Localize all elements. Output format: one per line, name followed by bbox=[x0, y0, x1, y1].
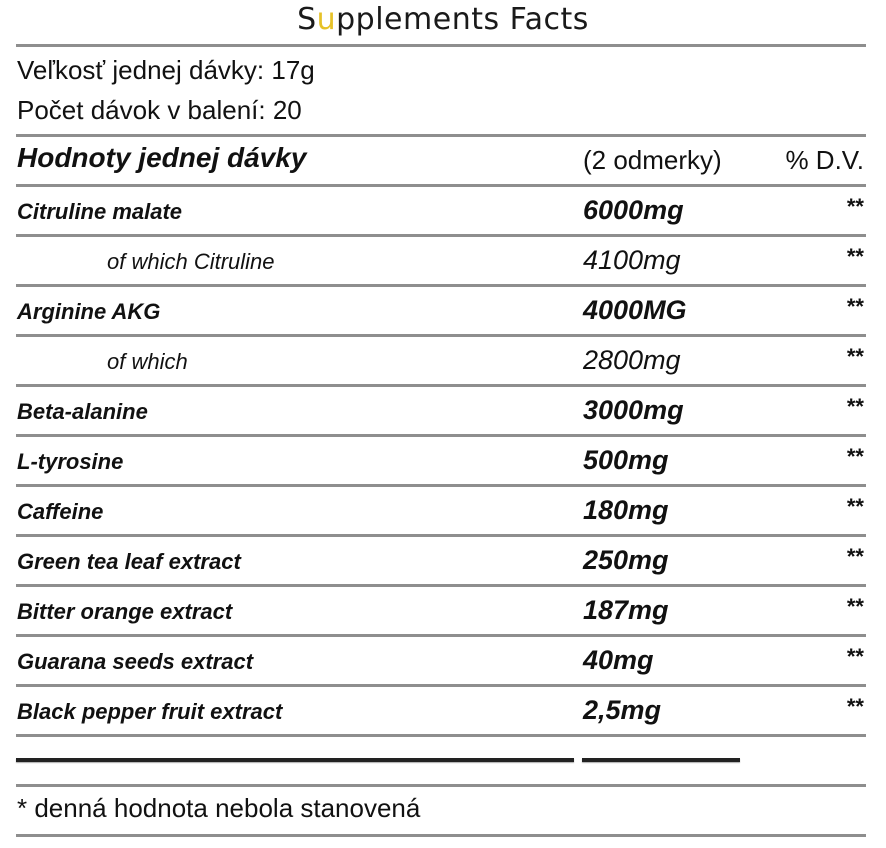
ingredient-name: Arginine AKG bbox=[17, 299, 161, 324]
ingredient-row bbox=[0, 336, 886, 386]
ingredient-row bbox=[0, 186, 886, 236]
ingredient-dv: ** bbox=[846, 394, 864, 419]
divider bbox=[16, 734, 866, 737]
title-accent-letter: u bbox=[316, 2, 337, 37]
ingredient-name: Guarana seeds extract bbox=[17, 649, 254, 674]
ingredient-dv: ** bbox=[846, 594, 864, 619]
ingredient-row bbox=[0, 236, 886, 286]
ingredient-name: Bitter orange extract bbox=[17, 599, 233, 624]
divider bbox=[16, 134, 866, 137]
ingredient-amount: 3000mg bbox=[583, 395, 684, 425]
ingredient-name: Green tea leaf extract bbox=[17, 549, 241, 574]
ingredient-row bbox=[0, 486, 886, 536]
ingredient-row bbox=[0, 386, 886, 436]
ingredient-dv: ** bbox=[846, 444, 864, 469]
ingredient-name: L-tyrosine bbox=[17, 449, 124, 474]
ingredient-amount: 40mg bbox=[583, 645, 654, 675]
ingredient-amount: 187mg bbox=[583, 595, 669, 625]
signature-line-right bbox=[582, 758, 740, 762]
ingredient-dv: ** bbox=[846, 644, 864, 669]
dv-column-heading: % D.V. bbox=[785, 145, 864, 175]
label-title bbox=[0, 2, 886, 37]
ingredient-row bbox=[0, 636, 886, 686]
servings-per-container: Počet dávok v balení: 20 bbox=[17, 95, 302, 125]
ingredient-dv: ** bbox=[846, 494, 864, 519]
ingredient-row bbox=[0, 286, 886, 336]
ingredient-dv: ** bbox=[846, 544, 864, 569]
ingredient-dv: ** bbox=[846, 344, 864, 369]
ingredient-dv: ** bbox=[846, 194, 864, 219]
ingredient-name: Caffeine bbox=[17, 499, 104, 524]
title-rest: pplements Facts bbox=[336, 2, 589, 37]
amount-column-heading: (2 odmerky) bbox=[583, 145, 722, 175]
divider bbox=[16, 834, 866, 837]
footnote: * denná hodnota nebola stanovená bbox=[17, 793, 421, 823]
ingredient-amount: 6000mg bbox=[583, 195, 684, 225]
ingredient-name: Black pepper fruit extract bbox=[17, 699, 283, 724]
ingredient-row bbox=[0, 436, 886, 486]
serving-size: Veľkosť jednej dávky: 17g bbox=[17, 55, 315, 85]
ingredient-amount: 250mg bbox=[583, 545, 669, 575]
divider bbox=[16, 784, 866, 787]
ingredient-amount: 2,5mg bbox=[583, 695, 662, 725]
signature-line-left bbox=[16, 758, 574, 762]
ingredient-row bbox=[0, 686, 886, 736]
ingredient-dv: ** bbox=[846, 694, 864, 719]
divider bbox=[16, 44, 866, 47]
ingredient-row bbox=[0, 536, 886, 586]
ingredient-amount: 180mg bbox=[583, 495, 669, 525]
ingredient-row bbox=[0, 586, 886, 636]
ingredient-name: of which Citruline bbox=[107, 249, 275, 274]
ingredient-name: of which bbox=[107, 349, 188, 374]
ingredient-name: Citruline malate bbox=[17, 199, 183, 224]
ingredient-amount: 2800mg bbox=[583, 345, 681, 375]
ingredient-dv: ** bbox=[846, 244, 864, 269]
ingredient-amount: 4100mg bbox=[583, 245, 681, 275]
per-serving-heading: Hodnoty jednej dávky bbox=[17, 142, 307, 173]
title-start: S bbox=[297, 2, 317, 37]
ingredient-amount: 500mg bbox=[583, 445, 669, 475]
ingredient-amount: 4000MG bbox=[583, 295, 687, 325]
ingredient-dv: ** bbox=[846, 294, 864, 319]
ingredient-name: Beta-alanine bbox=[17, 399, 148, 424]
